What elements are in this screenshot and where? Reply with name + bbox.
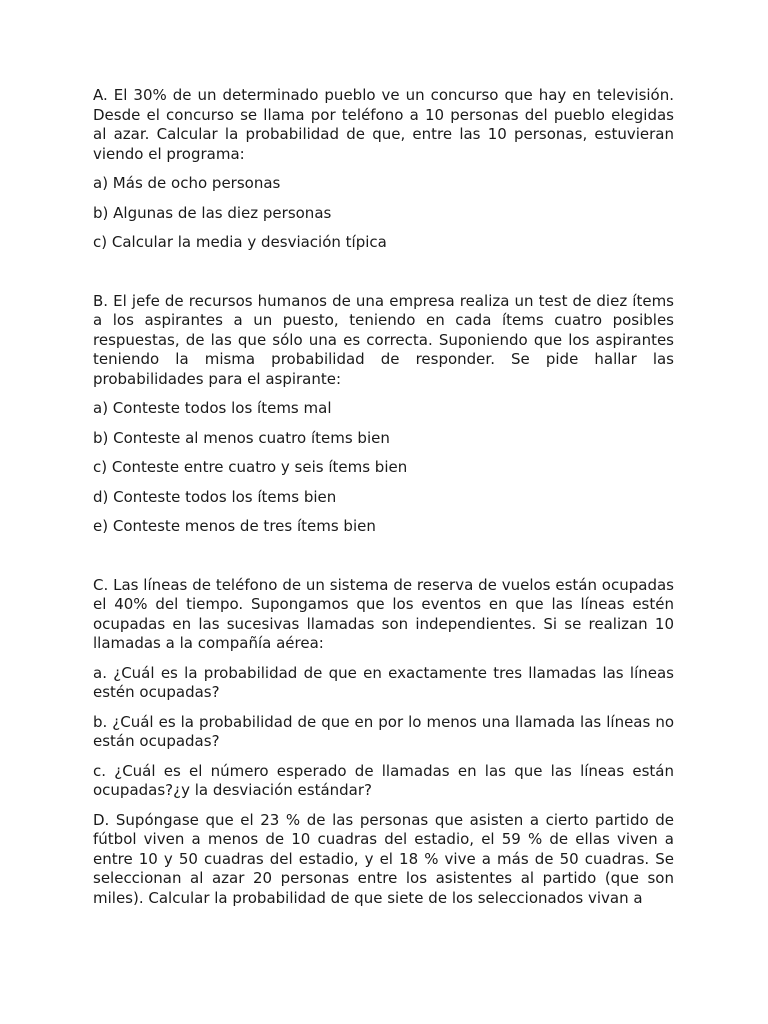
problem-b-item-c: c) Conteste entre cuatro y seis ítems bien [93,458,408,476]
problem-b-item-b: b) Conteste al menos cuatro ítems bien [93,428,390,447]
problem-b-item-d: d) Conteste todos los ítems bien [93,487,337,506]
document-page [93,86,674,908]
problem-c-item-a: a. ¿Cuál es la probabilidad de que en exactamente tres llamadas las líneas estén ocupadas? [93,663,674,701]
problem-c-item-c: c. ¿Cuál es el número esperado de llamadas en las que las líneas están ocupadas?¿y la desviación estándar? [93,761,674,799]
problem-d-intro: D. Supóngase que el 23 % de las personas que asisten a cierto partido de fútbol viven a menos de 10 cuadras del estadio, el 59 % de ellas viven a entre 10 y 50 cuadras del estadio, y el 18 % vive a más de 50 cuadras. Se seleccionan al azar 20 personas entre los asistentes al partido (que son miles). Calcular la probabilidad de que siete de los seleccionados vivan a [93,810,674,907]
problem-c-intro: C. Las líneas de teléfono de un sistema de reserva de vuelos están ocupadas el 40% del tiempo. Supongamos que los eventos en que las líneas estén ocupadas en las sucesivas llamadas son independientes. Si se realizan 10 llamadas a la compañía aérea: [93,575,674,652]
problem-a-intro: A. El 30% de un determinado pueblo ve un concurso que hay en televisión. Desde el concurso se llama por teléfono a 10 personas del pueblo elegidas al azar. Calcular la probabilidad de que, entre las 10 personas, estuvieran viendo el programa: [93,86,674,163]
problem-c-item-b: b. ¿Cuál es la probabilidad de que en por lo menos una llamada las líneas no están ocupadas? [93,712,674,750]
problem-b-intro: B. El jefe de recursos humanos de una empresa realiza un test de diez ítems a los aspirantes a un puesto, teniendo en cada ítems cuatro posibles respuestas, de las que sólo una es correcta. Suponiendo que los aspirantes teniendo la misma probabilidad de responder. Se pide hallar las probabilidades para el aspirante: [93,291,674,388]
problem-a-item-c: c) Calcular la media y desviación típica [93,233,387,251]
problem-a-item-b: b) Algunas de las diez personas [93,203,332,222]
problem-b-item-e: e) Conteste menos de tres ítems bien [93,517,376,535]
problem-b-item-a: a) Conteste todos los ítems mal [93,399,332,417]
problem-a-item-a: a) Más de ocho personas [93,174,281,192]
